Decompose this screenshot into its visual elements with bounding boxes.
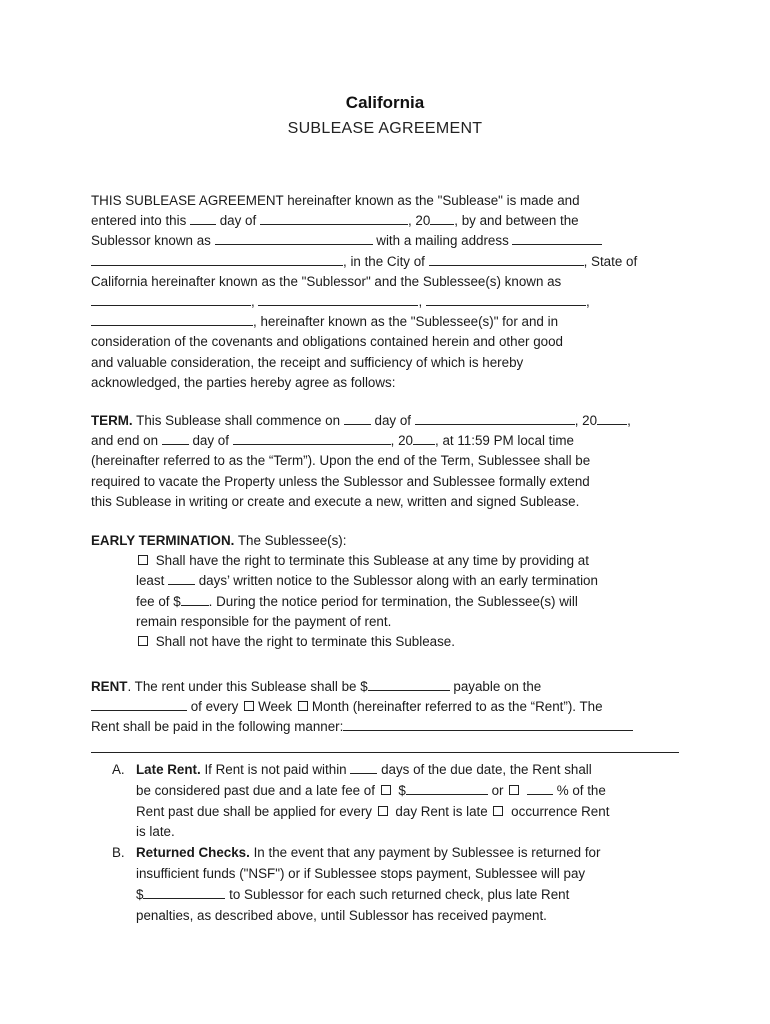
rent-text: Month (hereinafter referred to as the “Rent”). The — [311, 699, 603, 715]
term-text: , at 11:59 PM local time — [435, 433, 574, 449]
sublessee-blank-1[interactable] — [91, 292, 251, 306]
intro-line — [91, 252, 681, 272]
returned-checks-heading: Returned Checks. — [136, 845, 250, 861]
list-line — [136, 864, 682, 885]
list-text: % of the — [552, 782, 606, 798]
list-line — [136, 906, 682, 927]
intro-line — [91, 292, 681, 312]
sublessee-blank-2[interactable] — [258, 292, 418, 306]
list-line — [136, 802, 682, 823]
list-text: or — [487, 782, 508, 798]
list-text: If Rent is not paid within — [200, 762, 351, 777]
early-heading-line — [91, 531, 681, 551]
early-option-line — [136, 551, 681, 571]
rent-text: Week — [258, 699, 293, 715]
rent-heading: RENT — [91, 679, 128, 694]
percent-fee-checkbox[interactable] — [509, 785, 519, 795]
list-text: to Sublessor for each such returned check, plus late Rent — [225, 886, 570, 902]
rent-line — [91, 717, 681, 737]
list-text: In the event that any payment by Sublessee is returned for — [249, 845, 601, 861]
list-marker: A. — [112, 762, 125, 777]
city-blank[interactable] — [429, 252, 584, 266]
intro-text: Sublessor known as — [91, 233, 215, 249]
early-text: The Sublessee(s): — [234, 533, 347, 548]
week-checkbox[interactable] — [244, 701, 254, 711]
term-text: this Sublease in writing or create and execute a new, written and signed Sublease. — [91, 493, 580, 509]
rent-section — [91, 677, 681, 738]
term-text: day of — [370, 413, 415, 428]
term-text: , 20 — [574, 413, 598, 428]
month-blank[interactable] — [260, 211, 408, 225]
intro-line — [91, 211, 681, 231]
sublessor-name-blank[interactable] — [215, 231, 373, 245]
rent-text: Rent shall be paid in the following manner: — [91, 719, 344, 735]
early-termination-heading: EARLY TERMINATION. — [91, 533, 235, 548]
rent-text: of every — [187, 699, 243, 715]
start-year-blank[interactable] — [597, 411, 627, 425]
notice-days-blank[interactable] — [168, 571, 195, 585]
list-text: insufficient funds ("NSF") or if Sublessee stops payment, Sublessee will pay — [136, 865, 586, 881]
early-text: least — [136, 573, 169, 589]
flat-fee-blank[interactable] — [406, 781, 488, 795]
term-text: day of — [188, 433, 233, 449]
due-day-blank[interactable] — [91, 697, 187, 711]
list-item-late-rent — [112, 760, 682, 843]
intro-text: acknowledged, the parties hereby agree as follows: — [91, 374, 396, 390]
intro-text: , in the City of — [343, 253, 429, 269]
list-text: is late. — [136, 824, 175, 840]
intro-text: California hereinafter known as the "Sublessor" and the Sublessee(s) known as — [91, 273, 562, 289]
list-text: occurrence Rent — [507, 803, 610, 819]
intro-paragraph — [91, 191, 681, 393]
list-text: penalties, as described above, until Sublessor has received payment. — [136, 907, 547, 923]
sublessee-blank-3[interactable] — [426, 292, 586, 306]
nsf-fee-blank[interactable] — [143, 885, 225, 899]
term-text: This Sublease shall commence on — [132, 413, 344, 428]
list-text: days of the due date, the Rent shall — [377, 762, 592, 777]
start-day-blank[interactable] — [344, 411, 371, 425]
term-line — [91, 492, 681, 512]
option-no-right-checkbox[interactable] — [138, 636, 148, 646]
list-text: be considered past due and a late fee of — [136, 782, 379, 798]
rent-line — [91, 677, 681, 697]
early-option-line — [136, 612, 681, 632]
intro-line — [91, 312, 681, 332]
term-section — [91, 411, 681, 512]
intro-text: THIS SUBLEASE AGREEMENT hereinafter known as the "Sublease" is made and — [91, 193, 580, 208]
end-year-blank[interactable] — [413, 431, 435, 445]
intro-text: , by and between the — [454, 213, 579, 229]
late-rent-heading: Late Rent. — [136, 762, 201, 777]
term-text: , — [627, 413, 631, 428]
intro-text: , 20 — [407, 213, 431, 229]
early-text: Shall not have the right to terminate this Sublease. — [155, 633, 455, 649]
end-day-blank[interactable] — [162, 431, 189, 445]
term-text: required to vacate the Property unless the Sublessor and Sublessee formally extend — [91, 473, 590, 489]
intro-line — [91, 353, 681, 373]
list-text: day Rent is late — [391, 803, 492, 819]
early-text: Shall have the right to terminate this Sublease at any time by providing at — [155, 553, 589, 569]
sublessee-blank-4[interactable] — [91, 312, 253, 326]
term-text: and end on — [91, 433, 162, 449]
per-occurrence-checkbox[interactable] — [493, 806, 503, 816]
intro-text: consideration of the covenants and obligations contained herein and other good — [91, 334, 563, 350]
term-text: (hereinafter referred to as the “Term”). Upon the end of the Term, Sublessee shall be — [91, 453, 591, 469]
term-line — [91, 431, 681, 451]
mailing-address-blank-2[interactable] — [91, 252, 343, 266]
early-text: . During the notice period for termination, the Sublessee(s) will — [208, 593, 578, 609]
term-line — [91, 472, 681, 492]
term-heading: TERM. — [91, 413, 133, 428]
term-line — [91, 411, 681, 431]
list-line — [136, 822, 682, 843]
termination-fee-blank[interactable] — [181, 592, 209, 606]
intro-text: with a mailing address — [372, 233, 513, 249]
percent-fee-blank[interactable] — [527, 781, 553, 795]
intro-line — [91, 373, 681, 393]
per-day-checkbox[interactable] — [378, 806, 388, 816]
payment-manner-blank[interactable] — [343, 717, 633, 731]
early-text: fee of $ — [136, 593, 181, 609]
rent-text: payable on the — [449, 679, 542, 694]
term-line — [91, 451, 681, 471]
rent-line — [91, 697, 681, 717]
list-item-returned-checks — [112, 843, 682, 926]
intro-line — [91, 191, 681, 211]
end-month-blank[interactable] — [233, 431, 391, 445]
term-text: , 20 — [390, 433, 414, 449]
early-option-line — [136, 571, 681, 591]
intro-text: , hereinafter known as the "Sublessee(s)" for and in — [253, 314, 559, 330]
list-line — [136, 885, 682, 906]
payment-manner-blank-2[interactable] — [91, 752, 679, 753]
option-right-checkbox[interactable] — [138, 555, 148, 565]
comma: , — [418, 293, 423, 309]
intro-text: , State of — [583, 253, 638, 269]
early-text: remain responsible for the payment of rent. — [136, 613, 392, 629]
early-option-line — [136, 632, 681, 652]
month-checkbox[interactable] — [298, 701, 308, 711]
list-text: $ — [394, 782, 406, 798]
comma: , — [251, 293, 255, 309]
rent-amount-blank[interactable] — [368, 677, 450, 691]
late-days-blank[interactable] — [350, 760, 377, 774]
comma: , — [585, 293, 590, 309]
list-line — [136, 760, 682, 781]
rent-sublist — [112, 760, 682, 926]
list-line — [136, 843, 682, 864]
list-marker: B. — [112, 845, 125, 861]
document-title: California — [345, 93, 425, 112]
intro-line — [91, 272, 681, 292]
flat-fee-checkbox[interactable] — [381, 785, 391, 795]
intro-line — [91, 332, 681, 352]
document-subtitle: SUBLEASE AGREEMENT — [287, 120, 483, 137]
intro-text: and valuable consideration, the receipt and sufficiency of which is hereby — [91, 354, 524, 370]
early-text: days’ written notice to the Sublessor along with an early termination — [195, 573, 598, 589]
start-month-blank[interactable] — [415, 411, 575, 425]
rent-text: . The rent under this Sublease shall be $ — [127, 679, 368, 694]
year-blank[interactable] — [430, 211, 454, 225]
intro-line — [91, 231, 681, 251]
list-text: $ — [136, 886, 144, 902]
list-line — [136, 781, 682, 802]
early-option-line — [136, 592, 681, 612]
day-blank[interactable] — [190, 211, 216, 225]
list-text: Rent past due shall be applied for every — [136, 803, 376, 819]
intro-text: entered into this — [91, 213, 191, 229]
intro-text: day of — [216, 213, 260, 229]
early-termination-section — [91, 531, 681, 652]
mailing-address-blank[interactable] — [512, 231, 602, 245]
